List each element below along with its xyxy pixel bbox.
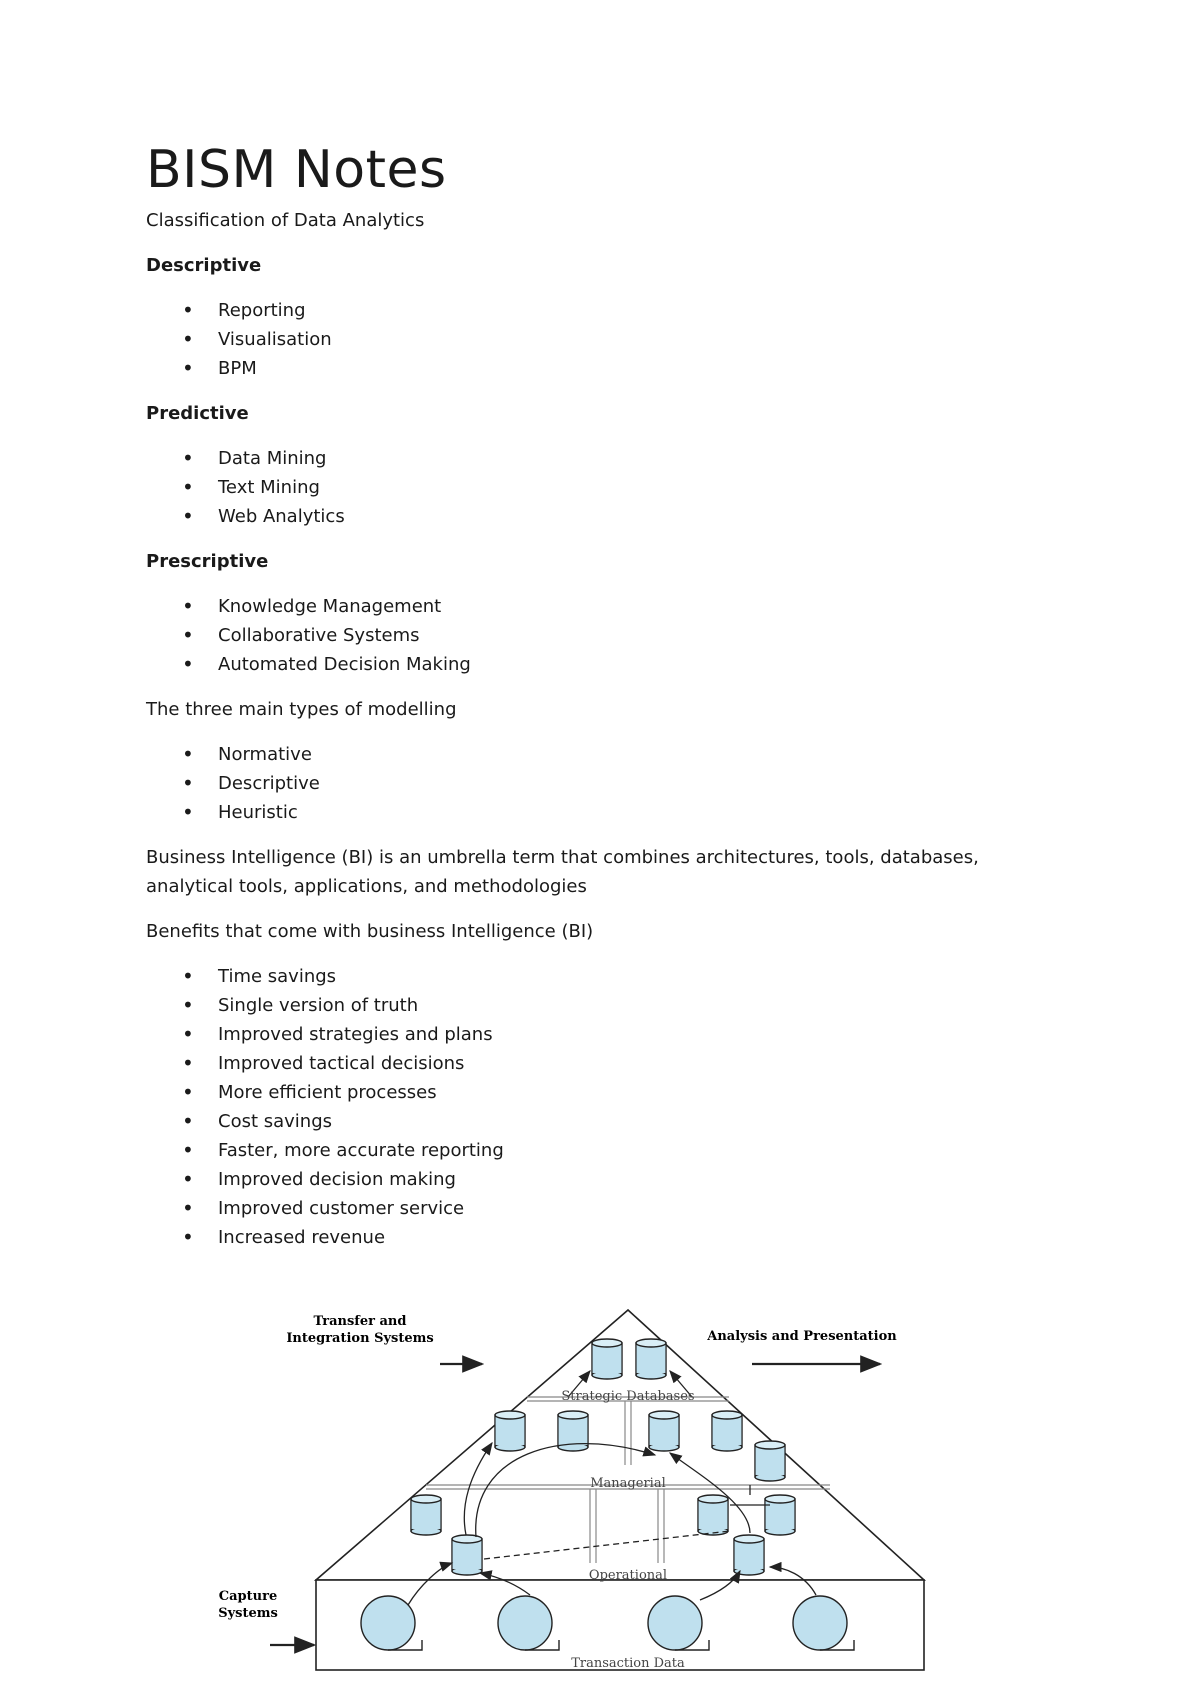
bi-definition: Business Intelligence (BI) is an umbrella term that combines architectures, tools, databases, analytical tools, applications, and methodologies xyxy=(146,847,979,897)
list-item: • Improved tactical decisions xyxy=(218,1049,1046,1078)
label-transfer-line2: Integration Systems xyxy=(286,1331,434,1346)
database-icon xyxy=(765,1495,795,1535)
database-icon xyxy=(411,1495,441,1535)
list-item: • Improved strategies and plans xyxy=(218,1020,1046,1049)
label-analysis: Analysis and Presentation xyxy=(707,1329,897,1344)
list-item: • Cost savings xyxy=(218,1107,1046,1136)
label-transaction: Transaction Data xyxy=(571,1656,685,1671)
label-managerial: Managerial xyxy=(590,1476,666,1491)
database-icon xyxy=(649,1411,679,1451)
list-item: • Web Analytics xyxy=(218,502,1046,531)
list-item: • Increased revenue xyxy=(218,1223,1046,1252)
list-benefits xyxy=(146,962,1046,1252)
pyramid-svg xyxy=(218,1305,970,1695)
list-item: • Single version of truth xyxy=(218,991,1046,1020)
database-icon xyxy=(734,1535,764,1575)
benefits-intro: Benefits that come with business Intelligence (BI) xyxy=(146,921,594,942)
list-modelling xyxy=(146,740,1046,827)
label-transfer-line1: Transfer and xyxy=(313,1314,407,1329)
list-item: • Descriptive xyxy=(218,769,1046,798)
database-icon xyxy=(755,1441,785,1481)
label-capture-line2: Systems xyxy=(218,1606,278,1621)
list-item: • Normative xyxy=(218,740,1046,769)
database-icon xyxy=(712,1411,742,1451)
list-item: • Visualisation xyxy=(218,325,1046,354)
heading-predictive: Predictive xyxy=(146,403,249,424)
list-item: • Collaborative Systems xyxy=(218,621,1046,650)
database-icon xyxy=(495,1411,525,1451)
list-item: • Knowledge Management xyxy=(218,592,1046,621)
list-item: • Data Mining xyxy=(218,444,1046,473)
label-operational: Operational xyxy=(588,1568,668,1583)
list-item: • More efficient processes xyxy=(218,1078,1046,1107)
list-descriptive xyxy=(146,296,1046,383)
list-predictive xyxy=(146,444,1046,531)
database-icon xyxy=(698,1495,728,1535)
page-title: BISM Notes xyxy=(146,140,447,200)
list-item: • Automated Decision Making xyxy=(218,650,1046,679)
modelling-intro: The three main types of modelling xyxy=(146,699,457,720)
list-item: • Reporting xyxy=(218,296,1046,325)
list-item: • Faster, more accurate reporting xyxy=(218,1136,1046,1165)
label-strategic: Strategic Databases xyxy=(561,1389,695,1404)
database-icon xyxy=(592,1339,622,1379)
list-item: • Improved decision making xyxy=(218,1165,1046,1194)
heading-prescriptive: Prescriptive xyxy=(146,551,269,572)
bi-pyramid-diagram xyxy=(218,1305,970,1695)
list-item: • Improved customer service xyxy=(218,1194,1046,1223)
label-capture-line1: Capture xyxy=(218,1589,278,1604)
list-item: • BPM xyxy=(218,354,1046,383)
database-icon xyxy=(636,1339,666,1379)
database-icon xyxy=(452,1535,482,1575)
list-item: • Heuristic xyxy=(218,798,1046,827)
list-item: • Text Mining xyxy=(218,473,1046,502)
list-item: • Time savings xyxy=(218,962,1046,991)
subtitle: Classification of Data Analytics xyxy=(146,210,425,231)
list-prescriptive xyxy=(146,592,1046,679)
heading-descriptive: Descriptive xyxy=(146,255,262,276)
document-page xyxy=(146,140,1046,1268)
